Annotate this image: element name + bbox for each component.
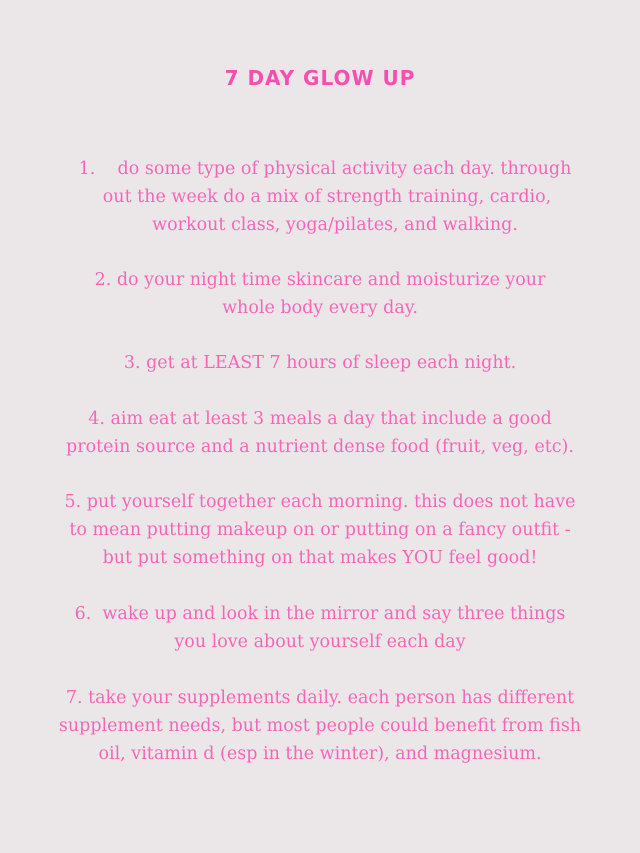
item-6-line-2: you love about yourself each day [174,632,466,652]
item-5-line-1: 5. put yourself together each morning. this does not have [64,492,576,512]
list-item-7 [40,684,600,768]
item-4-line-1: 4. aim eat at least 3 meals a day that include a good [88,409,552,429]
item-3-line-1: 3. get at LEAST 7 hours of sleep each night. [123,353,517,373]
item-7-line-3: oil, vitamin d (esp in the winter), and magnesium. [98,744,542,764]
item-1-line-2: out the week do a mix of strength training, cardio, [102,187,552,207]
item-7-line-1: 7. take your supplements daily. each person has different [65,688,575,708]
item-2-line-1: 2. do your night time skincare and moisturize your [94,270,546,290]
page-title: 7 DAY GLOW UP [224,66,416,90]
list-item-2 [40,266,600,322]
item-5-line-3: but put something on that makes YOU feel good! [102,548,538,568]
item-6-line-1: 6. wake up and look in the mirror and say three things [74,604,566,624]
item-2-line-2: whole body every day. [222,298,418,318]
item-4-line-2: protein source and a nutrient dense food (fruit, veg, etc). [66,437,574,457]
item-1-line-3: workout class, yoga/pilates, and walking. [152,215,518,235]
item-5-line-2: to mean putting makeup on or putting on a fancy outfit - [69,520,571,540]
item-7-line-2: supplement needs, but most people could benefit from fish [58,716,582,736]
list-item-4 [40,405,600,461]
item-1-line-1: 1. do some type of physical activity each day. through [78,159,572,179]
list-item-3 [40,349,600,377]
list-item-1 [40,155,600,239]
list-item-5 [40,488,600,572]
list-item-6 [40,600,600,656]
